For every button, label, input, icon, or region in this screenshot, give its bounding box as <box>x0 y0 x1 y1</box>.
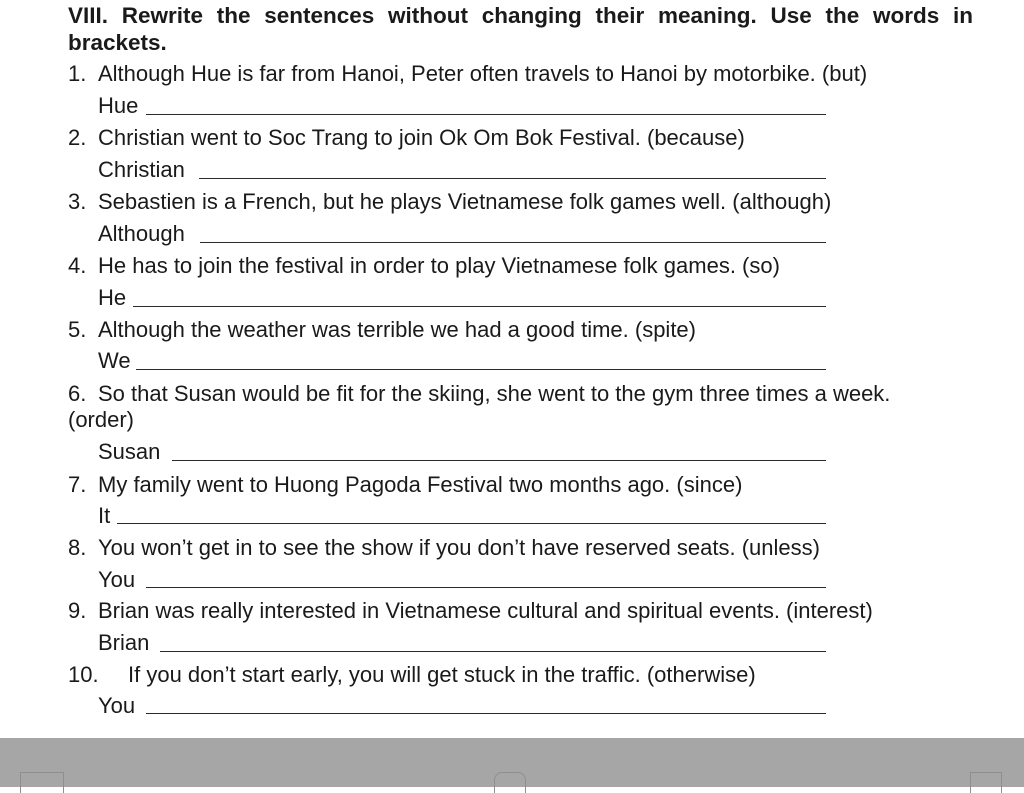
item-sentence-continuation: (order) <box>68 407 135 432</box>
item-sentence: So that Susan would be fit for the skiing, she went to the gym three times a week. <box>98 381 891 406</box>
item-number: 1. <box>68 61 87 86</box>
answer-line[interactable] <box>200 242 826 243</box>
item-sentence: Sebastien is a French, but he plays Vietnamese folk games well. (although) <box>98 189 832 214</box>
answer-start-word: You <box>98 693 136 718</box>
answer-start-word: Although <box>98 221 185 246</box>
item-number: 7. <box>68 472 87 497</box>
item-number: 4. <box>68 253 87 278</box>
item-sentence: You won’t get in to see the show if you don’t have reserved seats. (unless) <box>98 535 820 560</box>
item-sentence: If you don’t start early, you will get stuck in the traffic. (otherwise) <box>128 662 756 687</box>
answer-start-word: You <box>98 567 136 592</box>
item-number: 5. <box>68 317 87 342</box>
item-sentence: Although Hue is far from Hanoi, Peter often travels to Hanoi by motorbike. (but) <box>98 61 868 86</box>
item-number: 9. <box>68 598 87 623</box>
item-sentence: Brian was really interested in Vietnamese cultural and spiritual events. (interest) <box>98 598 873 623</box>
answer-line[interactable] <box>146 587 826 588</box>
answer-line[interactable] <box>117 523 826 524</box>
item-number: 8. <box>68 535 87 560</box>
item-sentence: My family went to Huong Pagoda Festival two months ago. (since) <box>98 472 743 497</box>
item-sentence: Although the weather was terrible we had a good time. (spite) <box>98 317 696 342</box>
answer-line[interactable] <box>199 178 826 179</box>
answer-line[interactable] <box>133 306 826 307</box>
answer-line[interactable] <box>160 651 826 652</box>
answer-start-word: Susan <box>98 439 161 464</box>
corner-page-icon <box>20 772 64 793</box>
item-number: 2. <box>68 125 87 150</box>
answer-start-word: Brian <box>98 630 150 655</box>
answer-line[interactable] <box>146 713 826 714</box>
answer-start-word: We <box>98 348 131 373</box>
item-number: 10. <box>68 662 99 687</box>
answer-start-word: Hue <box>98 93 139 118</box>
answer-line[interactable] <box>172 460 826 461</box>
answer-start-word: It <box>98 503 111 528</box>
answer-line[interactable] <box>136 369 826 370</box>
answer-start-word: Christian <box>98 157 185 182</box>
answer-start-word: He <box>98 285 127 310</box>
item-number: 6. <box>68 381 87 406</box>
answer-line[interactable] <box>146 114 826 115</box>
center-button-icon[interactable] <box>494 772 526 793</box>
corner-page-icon <box>970 772 1002 793</box>
exercise-heading: VIII. Rewrite the sentences without changing their meaning. Use the words in brackets. <box>68 3 973 55</box>
item-number: 3. <box>68 189 87 214</box>
item-sentence: Christian went to Soc Trang to join Ok Om Bok Festival. (because) <box>98 125 745 150</box>
item-sentence: He has to join the festival in order to play Vietnamese folk games. (so) <box>98 253 780 278</box>
